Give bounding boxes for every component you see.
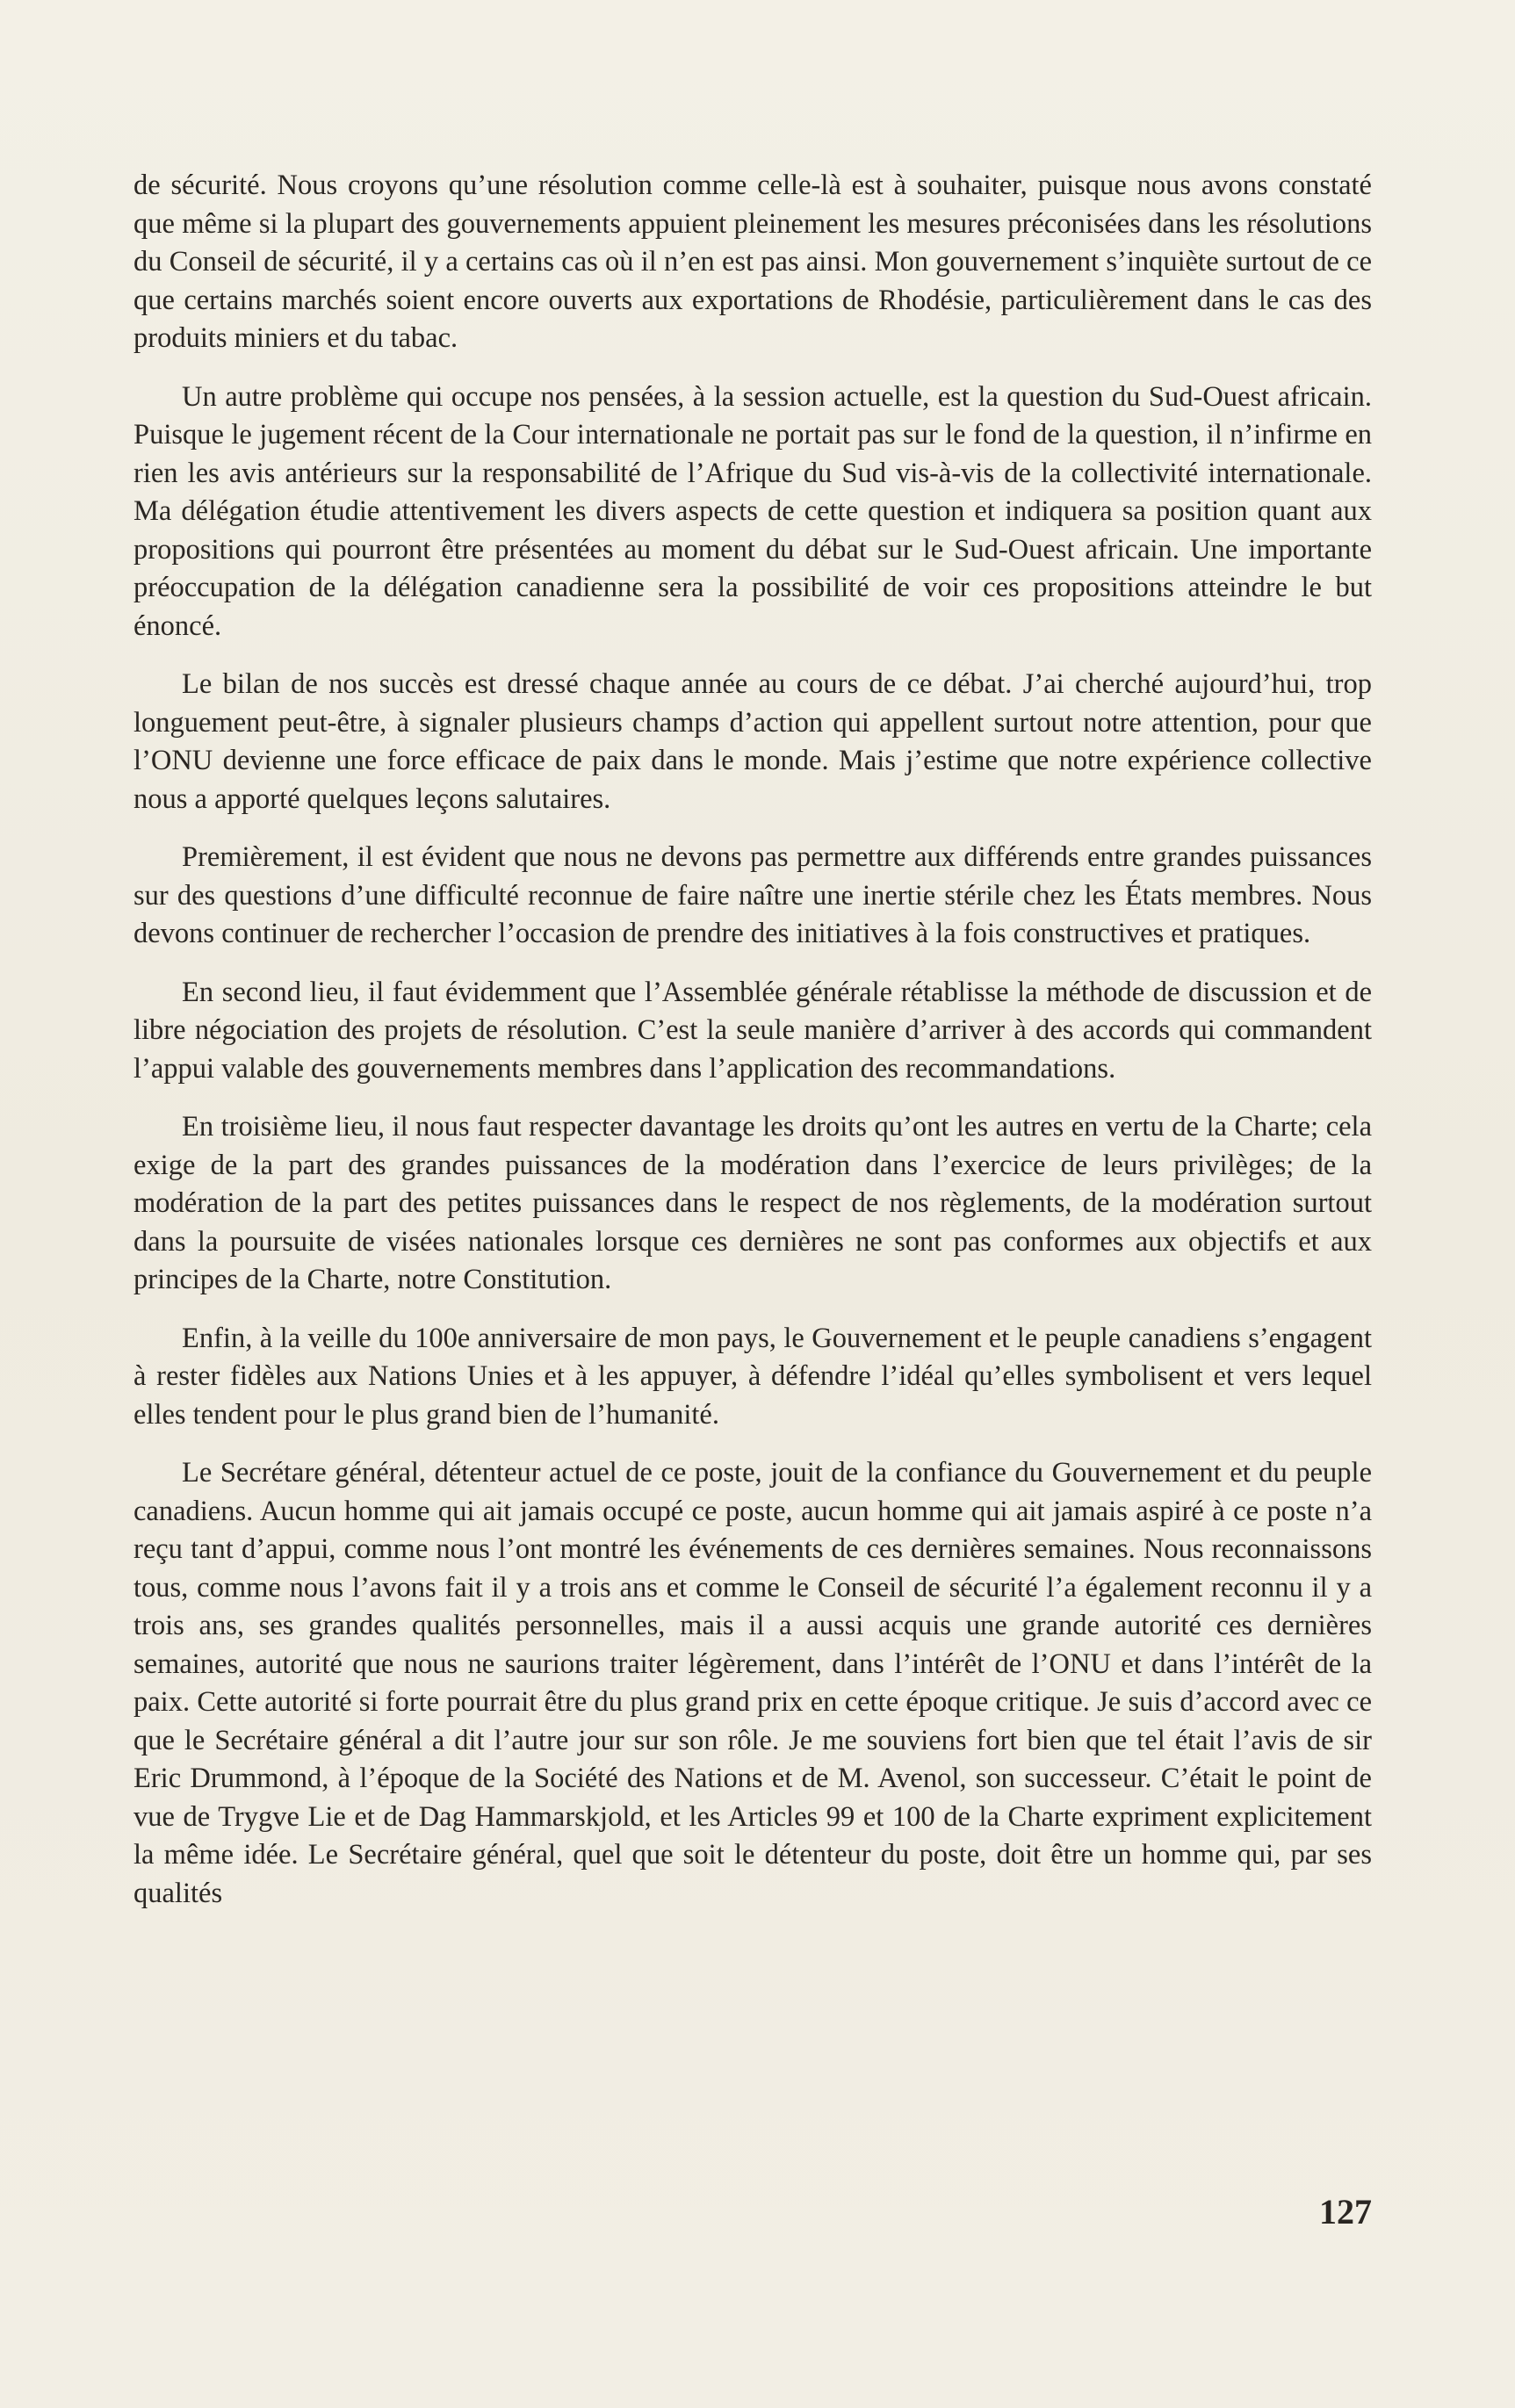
paragraph-3: Le bilan de nos succès est dressé chaque année au cours de ce débat. J’ai cherché aujourd’hui, trop longuement peut-être, à signaler plusieurs champs d’action qui appellent surtout notre attention, pour que l’ONU devienne une force efficace de paix dans le monde. Mais j’estime que notre expérience collective nous a apporté quelques leçons salutaires. <box>133 668 1372 815</box>
paragraph-7: Enfin, à la veille du 100e anniversaire de mon pays, le Gouvernement et le peuple canadiens s’engagent à rester fidèles aux Nations Unies et à les appuyer, à défendre l’idéal qu’elles symbolisent et vers lequel elles tendent pour le plus grand bien de l’humanité. <box>133 1322 1372 1431</box>
paragraph-8: Le Secrétare général, détenteur actuel de ce poste, jouit de la confiance du Gouvernement et du peuple canadiens. Aucun homme qui ait jamais occupé ce poste, aucun homme qui ait jamais aspiré à ce poste n’a reçu tant d’appui, comme nous l’ont montré les événements de ces dernières semaines. Nous reconnaissons tous, comme nous l’avons fait il y a trois ans et comme le Conseil de sécurité l’a également reconnu il y a trois ans, ses grandes qualités personnelles, mais il a aussi acquis une grande autorité ces dernières semaines, autorité que nous ne saurions traiter légèrement, dans l’intérêt de l’ONU et dans l’intérêt de la paix. Cette autorité si forte pourrait être du plus grand prix en cette époque critique. Je suis d’accord avec ce que le Secrétaire général a dit l’autre jour sur son rôle. Je me souviens fort bien que tel était l’avis de sir Eric Drummond, à l’époque de la Société des Nations et de M. Avenol, son successeur. C’était le point de vue de Trygve Lie et de Dag Hammarskjold, et les Articles 99 et 100 de la Charte expriment explicitement la même idée. Le Secrétaire général, quel que soit le détenteur du poste, doit être un homme qui, par ses qualités <box>133 1457 1372 1909</box>
body-text <box>133 167 1372 1933</box>
paragraph-1: de sécurité. Nous croyons qu’une résolution comme celle-là est à souhaiter, puisque nous avons constaté que même si la plupart des gouvernements appuient pleinement les mesures préconisées dans les résolutions du Conseil de sécurité, il y a certains cas où il n’en est pas ainsi. Mon gouvernement s’inquiète surtout de ce que certains marchés soient encore ouverts aux exportations de Rhodésie, particulièrement dans le cas des produits miniers et du tabac. <box>133 169 1372 354</box>
paragraph-6: En troisième lieu, il nous faut respecter davantage les droits qu’ont les autres en vertu de la Charte; cela exige de la part des grandes puissances de la modération dans l’exercice de leurs privilèges; de la modération de la part des petites puissances dans le respect de nos règlements, de la modération surtout dans la poursuite de visées nationales lorsque ces dernières ne sont pas conformes aux objectifs et aux principes de la Charte, notre Constitution. <box>133 1111 1372 1295</box>
paragraph-2: Un autre problème qui occupe nos pensées, à la session actuelle, est la question du Sud-Ouest africain. Puisque le jugement récent de la Cour internationale ne portait pas sur le fond de la question, il n’infirme en rien les avis antérieurs sur la responsabilité de l’Afrique du Sud vis-à-vis de la collectivité internationale. Ma délégation étudie attentivement les divers aspects de cette question et indiquera sa position quant aux propositions qui pourront être présentées au moment du débat sur le Sud-Ouest africain. Une importante préoccupation de la délégation canadienne sera la possibilité de voir ces propositions atteindre le but énoncé. <box>133 380 1372 642</box>
paragraph-5: En second lieu, il faut évidemment que l’Assemblée générale rétablisse la méthode de discussion et de libre négociation des projets de résolution. C’est la seule manière d’arriver à des accords qui commandent l’appui valable des gouvernements membres dans l’application des recommandations. <box>133 976 1372 1085</box>
page-number: 127 <box>1319 2192 1372 2231</box>
paragraph-4: Premièrement, il est évident que nous ne devons pas permettre aux différends entre grandes puissances sur des questions d’une difficulté reconnue de faire naître une inertie stérile chez les États membres. Nous devons continuer de rechercher l’occasion de prendre des initiatives à la fois constructives et pratiques. <box>133 841 1372 949</box>
